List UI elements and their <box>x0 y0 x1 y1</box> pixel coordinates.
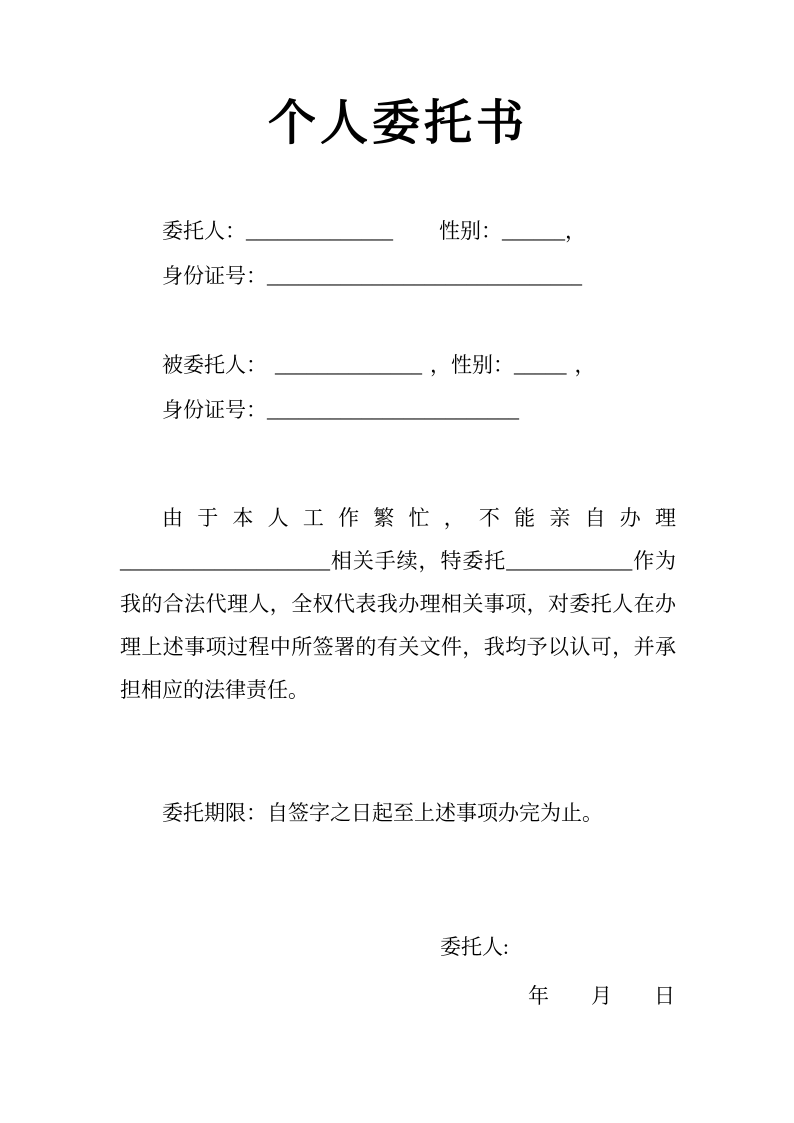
agent-name-blank: ______________ <box>275 352 422 377</box>
principal-name-label: 委托人： <box>162 218 246 243</box>
agent-section <box>120 349 676 427</box>
agent-name-label: 被委托人： <box>162 352 267 377</box>
agent-trailing-comma: ， <box>574 352 596 377</box>
agent-id-line <box>120 394 676 427</box>
agent-id-blank: ________________________ <box>267 398 519 423</box>
agent-separator-comma: ， <box>430 352 451 377</box>
term-line: 委托期限：自签字之日起至上述事项办完为止。 <box>162 801 603 826</box>
principal-name-blank: ______________ <box>246 218 393 243</box>
body-text-part1: 由于本人工作繁忙，不能亲自办理 <box>162 505 676 530</box>
date-year-label: 年 <box>528 984 549 1009</box>
body-blank-matter: ____________________ <box>120 548 330 573</box>
body-text-part2: 相关手续，特委托 <box>330 548 507 573</box>
body-blank-agent-name: ____________ <box>506 548 633 573</box>
document-title: 个人委托书 <box>267 97 528 150</box>
signature-signer-label: 委托人: <box>440 934 509 959</box>
agent-gender-label: 性别： <box>451 352 514 377</box>
principal-name-line <box>120 215 676 248</box>
signature-block <box>120 931 676 1014</box>
date-month-label: 月 <box>591 984 612 1009</box>
principal-id-blank: ______________________________ <box>267 264 582 289</box>
agent-name-line <box>120 349 676 382</box>
authorization-paragraph <box>120 497 676 712</box>
agent-gender-blank: _____ <box>514 352 567 377</box>
signature-date-line <box>120 980 676 1014</box>
principal-trailing-comma: ， <box>565 218 586 243</box>
principal-id-label: 身份证号： <box>162 264 267 289</box>
principal-gender-blank: ______ <box>502 218 565 243</box>
agent-id-label: 身份证号： <box>162 398 267 423</box>
principal-section <box>120 215 676 293</box>
principal-gender-label: 性别： <box>439 218 502 243</box>
body-text-part3: 作为我的合法代理人，全权代表我办理相关事项，对委托人在办理上述事项过程中所签署的有关文件，我均予以认可，并承担相应的法律责任。 <box>120 548 677 702</box>
principal-id-line <box>120 260 676 293</box>
date-day-label: 日 <box>654 984 675 1009</box>
